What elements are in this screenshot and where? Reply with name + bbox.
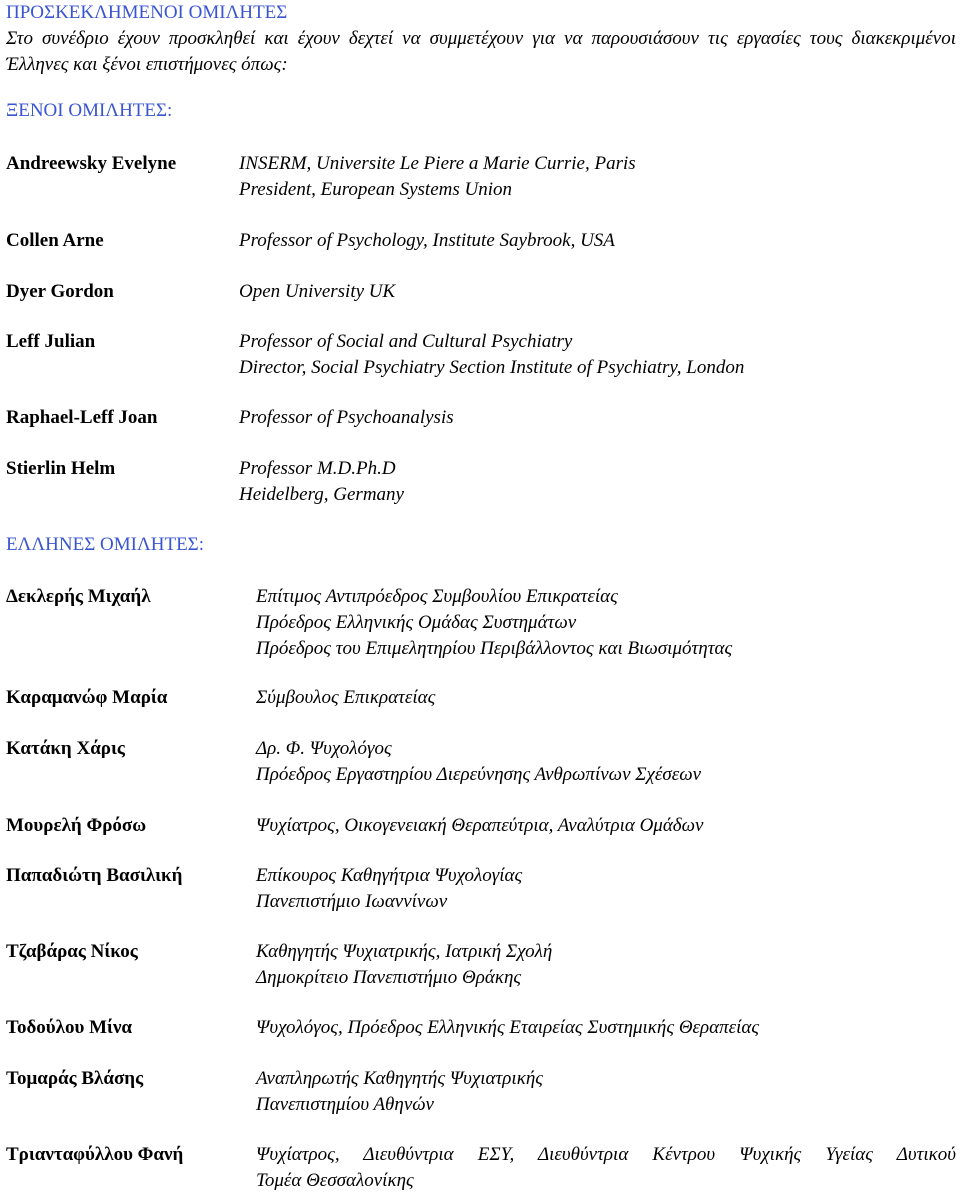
speaker-affiliation <box>256 863 522 915</box>
affiliation-line: Πανεπιστήμιο Ιωαννίνων <box>256 891 448 912</box>
speaker-name: Dyer Gordon <box>6 281 114 302</box>
speaker-name: Καραμανώφ Μαρία <box>6 687 168 708</box>
speaker-affiliation <box>256 939 552 991</box>
affiliation-line: President, European Systems Union <box>239 179 512 200</box>
speaker-affiliation <box>256 584 732 662</box>
greek-speakers-heading: ΕΛΛΗΝΕΣ ΟΜΙΛΗΤΕΣ: <box>6 534 205 555</box>
speaker-affiliation <box>239 405 454 431</box>
affiliation-line: Δρ. Φ. Ψυχολόγος <box>256 738 392 759</box>
affiliation-line: Σύμβουλος Επικρατείας <box>256 687 436 708</box>
affiliation-line: Director, Social Psychiatry Section Institute of Psychiatry, London <box>239 357 745 378</box>
speaker-name: Leff Julian <box>6 331 96 352</box>
affiliation-line: Open University UK <box>239 281 396 302</box>
speaker-affiliation <box>239 329 744 381</box>
affiliation-line: Ψυχίατρος, Οικογενειακή Θεραπεύτρια, Αναλύτρια Ομάδων <box>256 815 704 836</box>
speaker-name: Τριανταφύλλου Φανή <box>6 1144 184 1165</box>
affiliation-line: Πανεπιστημίου Αθηνών <box>256 1094 434 1115</box>
speaker-affiliation <box>256 1066 543 1118</box>
speaker-name: Stierlin Helm <box>6 458 116 479</box>
affiliation-line: Πρόεδρος του Επιμελητηρίου Περιβάλλοντος και Βιωσιμότητας <box>256 638 733 659</box>
speaker-affiliation <box>239 228 615 254</box>
affiliation-line: Professor M.D.Ph.D <box>239 458 396 479</box>
speaker-name: Μουρελή Φρόσω <box>6 815 147 836</box>
affiliation-line: Επίτιμος Αντιπρόεδρος Συμβουλίου Επικρατείας <box>256 586 618 607</box>
affiliation-line: Πρόεδρος Ελληνικής Ομάδας Συστημάτων <box>256 612 577 633</box>
speaker-name: Andreewsky Evelyne <box>6 153 177 174</box>
speaker-affiliation <box>256 685 435 711</box>
page-title: ΠΡΟΣΚΕΚΛΗΜΕΝΟΙ ΟΜΙΛΗΤΕΣ <box>6 2 288 23</box>
speaker-name: Δεκλερής Μιχαήλ <box>6 586 151 607</box>
speaker-name: Τομαράς Βλάσης <box>6 1068 144 1089</box>
affiliation-line: Professor of Social and Cultural Psychiatry <box>239 331 573 352</box>
affiliation-line: Ψυχίατρος, Διευθύντρια ΕΣΥ, Διευθύντρια Κέντρου Ψυχικής Υγείας Δυτικού <box>256 1144 956 1165</box>
speaker-name: Collen Arne <box>6 230 104 251</box>
speaker-name: Τζαβάρας Νίκος <box>6 941 138 962</box>
affiliation-line: Πρόεδρος Εργαστηρίου Διερεύνησης Ανθρωπίνων Σχέσεων <box>256 764 702 785</box>
affiliation-line: Ψυχολόγος, Πρόεδρος Ελληνικής Εταιρείας Συστημικής Θεραπείας <box>256 1017 760 1038</box>
speaker-affiliation <box>256 736 701 788</box>
affiliation-line: Professor of Psychology, Institute Saybrook, USA <box>239 230 615 251</box>
foreign-speakers-heading: ΞΕΝΟΙ ΟΜΙΛΗΤΕΣ: <box>6 100 173 121</box>
speaker-name: Κατάκη Χάρις <box>6 738 125 759</box>
affiliation-line: Αναπληρωτής Καθηγητής Ψυχιατρικής <box>256 1068 543 1089</box>
speaker-affiliation <box>239 151 636 203</box>
affiliation-line: Professor of Psychoanalysis <box>239 407 454 428</box>
speaker-affiliation <box>239 456 404 508</box>
speaker-affiliation <box>239 279 395 305</box>
speaker-name: Raphael-Leff Joan <box>6 407 158 428</box>
speaker-affiliation <box>256 1142 956 1194</box>
affiliation-line: Καθηγητής Ψυχιατρικής, Ιατρική Σχολή <box>256 941 553 962</box>
affiliation-line: Τομέα Θεσσαλονίκης <box>256 1170 414 1191</box>
speaker-affiliation <box>256 1015 759 1041</box>
speaker-affiliation <box>256 813 703 839</box>
speaker-name: Τοδούλου Μίνα <box>6 1017 133 1038</box>
affiliation-line: Δημοκρίτειο Πανεπιστήμιο Θράκης <box>256 967 522 988</box>
affiliation-line: Επίκουρος Καθηγήτρια Ψυχολογίας <box>256 865 523 886</box>
speaker-name: Παπαδιώτη Βασιλική <box>6 865 183 886</box>
intro-paragraph: Στο συνέδριο έχουν προσκληθεί και έχουν δεχτεί να συμμετέχουν για να παρουσιάσουν τις εργασίες τους διακεκριμένοι Έλληνες και ξένοι επιστήμονες όπως: <box>6 28 956 75</box>
affiliation-line: Heidelberg, Germany <box>239 484 404 505</box>
affiliation-line: INSERM, Universite Le Piere a Marie Currie, Paris <box>239 153 636 174</box>
